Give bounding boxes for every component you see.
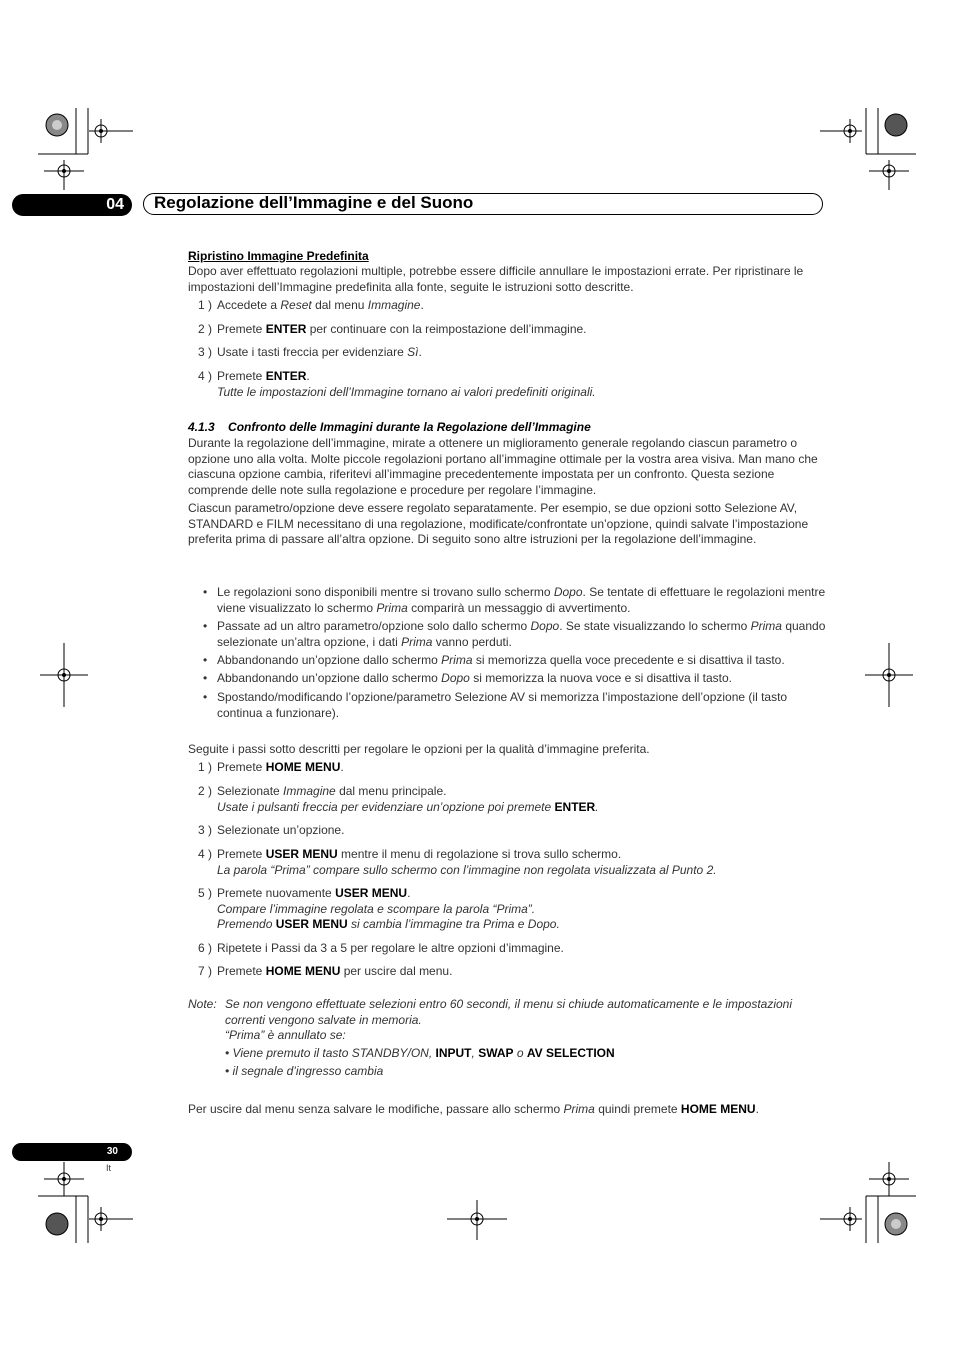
list-item: 2 ) Premete ENTER per continuare con la reimpostazione dell’immagine. xyxy=(198,322,587,336)
chapter-title: Regolazione dell’Immagine e del Suono xyxy=(154,193,474,212)
list-item: • Le regolazioni sono disponibili mentre si trovano sullo schermo Dopo. Se tentate di effettuare le regolazioni mentre viene visualizzato lo schermo Prima comparirà un messaggio di avvertimento. xyxy=(203,585,826,615)
section-intro: Dopo aver effettuato regolazioni multiple, potrebbe essere difficile annullare le impostazioni errate. Per ripristinare le impostazioni dell’Immagine predefinita alla fonte, seguite le istruzioni sotto descritte. xyxy=(188,264,804,294)
list-item: 7 ) Premete HOME MENU per uscire dal menu. xyxy=(198,964,453,978)
paragraph: Per uscire dal menu senza salvare le modifiche, passare allo schermo Prima quindi premete HOME MENU. xyxy=(188,1102,759,1116)
language-code: It xyxy=(106,1163,112,1173)
list-item: • Abbandonando un’opzione dallo schermo Dopo si memorizza la nuova voce e si disattiva il tasto. xyxy=(203,671,732,685)
page-number: 30 xyxy=(12,1143,132,1161)
list-item: • Spostando/modificando l’opzione/parametro Selezione AV si memorizza l’impostazione dell’opzione (il tasto continua a funzionare). xyxy=(203,690,788,720)
chapter-number-badge: 04 xyxy=(12,194,132,216)
list-item: 6 ) Ripetete i Passi da 3 a 5 per regolare le altre opzioni d’immagine. xyxy=(198,941,564,955)
paragraph: Seguite i passi sotto descritti per regolare le opzioni per la qualità d’immagine preferita. xyxy=(188,742,650,756)
paragraph: Ciascun parametro/opzione deve essere regolato separatamente. Per esempio, se due opzioni sotto Selezione AV, STANDARD e FILM necessitano di una regolazione, modificate/confrontate un’opzione, quindi salvate l’impostazione preferita prima di passare all’altra opzione. Di seguito sono altre istruzioni per la regolazione dell’immagine. xyxy=(188,501,809,547)
subsection-heading: 4.1.3 Confronto delle Immagini durante la Regolazione dell’Immagine xyxy=(188,420,591,434)
list-item: 3 ) Usate i tasti freccia per evidenziare Sì. xyxy=(198,345,422,359)
list-item: 3 ) Selezionate un’opzione. xyxy=(198,823,345,837)
note-body: Se non vengono effettuate selezioni entro 60 secondi, il menu si chiude automaticamente e le impostazioni correnti vengono salvate in memoria. “Prima” è annullato se: • Viene premuto il tasto STANDBY/ON, INPUT, SWAP o AV SELECTION • il segnale d’ingresso cambia xyxy=(225,997,793,1078)
list-item: 4 ) Premete ENTER. Tutte le impostazioni dell’Immagine tornano ai valori predefiniti originali. xyxy=(198,369,596,399)
list-item: 5 ) Premete nuovamente USER MENU. Compare l’immagine regolata e scompare la parola “Prima”. Premendo USER MENU si cambia l’immagine tra Prima e Dopo. xyxy=(198,886,560,932)
list-item: 2 ) Selezionate Immagine dal menu principale. Usate i pulsanti freccia per evidenziare un’opzione poi premete ENTER. xyxy=(198,784,599,814)
list-item: • Abbandonando un’opzione dallo schermo Prima si memorizza quella voce precedente e si disattiva il tasto. xyxy=(203,653,785,667)
list-item: 1 ) Accedete a Reset dal menu Immagine. xyxy=(198,298,424,312)
section-heading: Ripristino Immagine Predefinita xyxy=(188,249,369,263)
note-label: Note: xyxy=(188,997,217,1011)
list-item: 1 ) Premete HOME MENU. xyxy=(198,760,344,774)
list-item: 4 ) Premete USER MENU mentre il menu di regolazione si trova sullo schermo. La parola “Prima” compare sullo schermo con l’immagine non regolata visualizzata al Punto 2. xyxy=(198,847,717,877)
paragraph: Durante la regolazione dell’immagine, mirate a ottenere un miglioramento generale regolando ciascun parametro o opzione uno alla volta. Molte piccole regolazioni portano all’immagine ottimale per la vostra area visiva. Man mano che ciascuna opzione cambia, riferitevi all’immagine precedentemente impostata per un confronto. Questa sezione comprende delle note sulla regolazione e procedure per regolare l’immagine. xyxy=(188,436,818,498)
list-item: • Passate ad un altro parametro/opzione solo dallo schermo Dopo. Se state visualizzando lo schermo Prima quando selezionate un’altra opzione, i dati Prima vanno perduti. xyxy=(203,619,826,649)
